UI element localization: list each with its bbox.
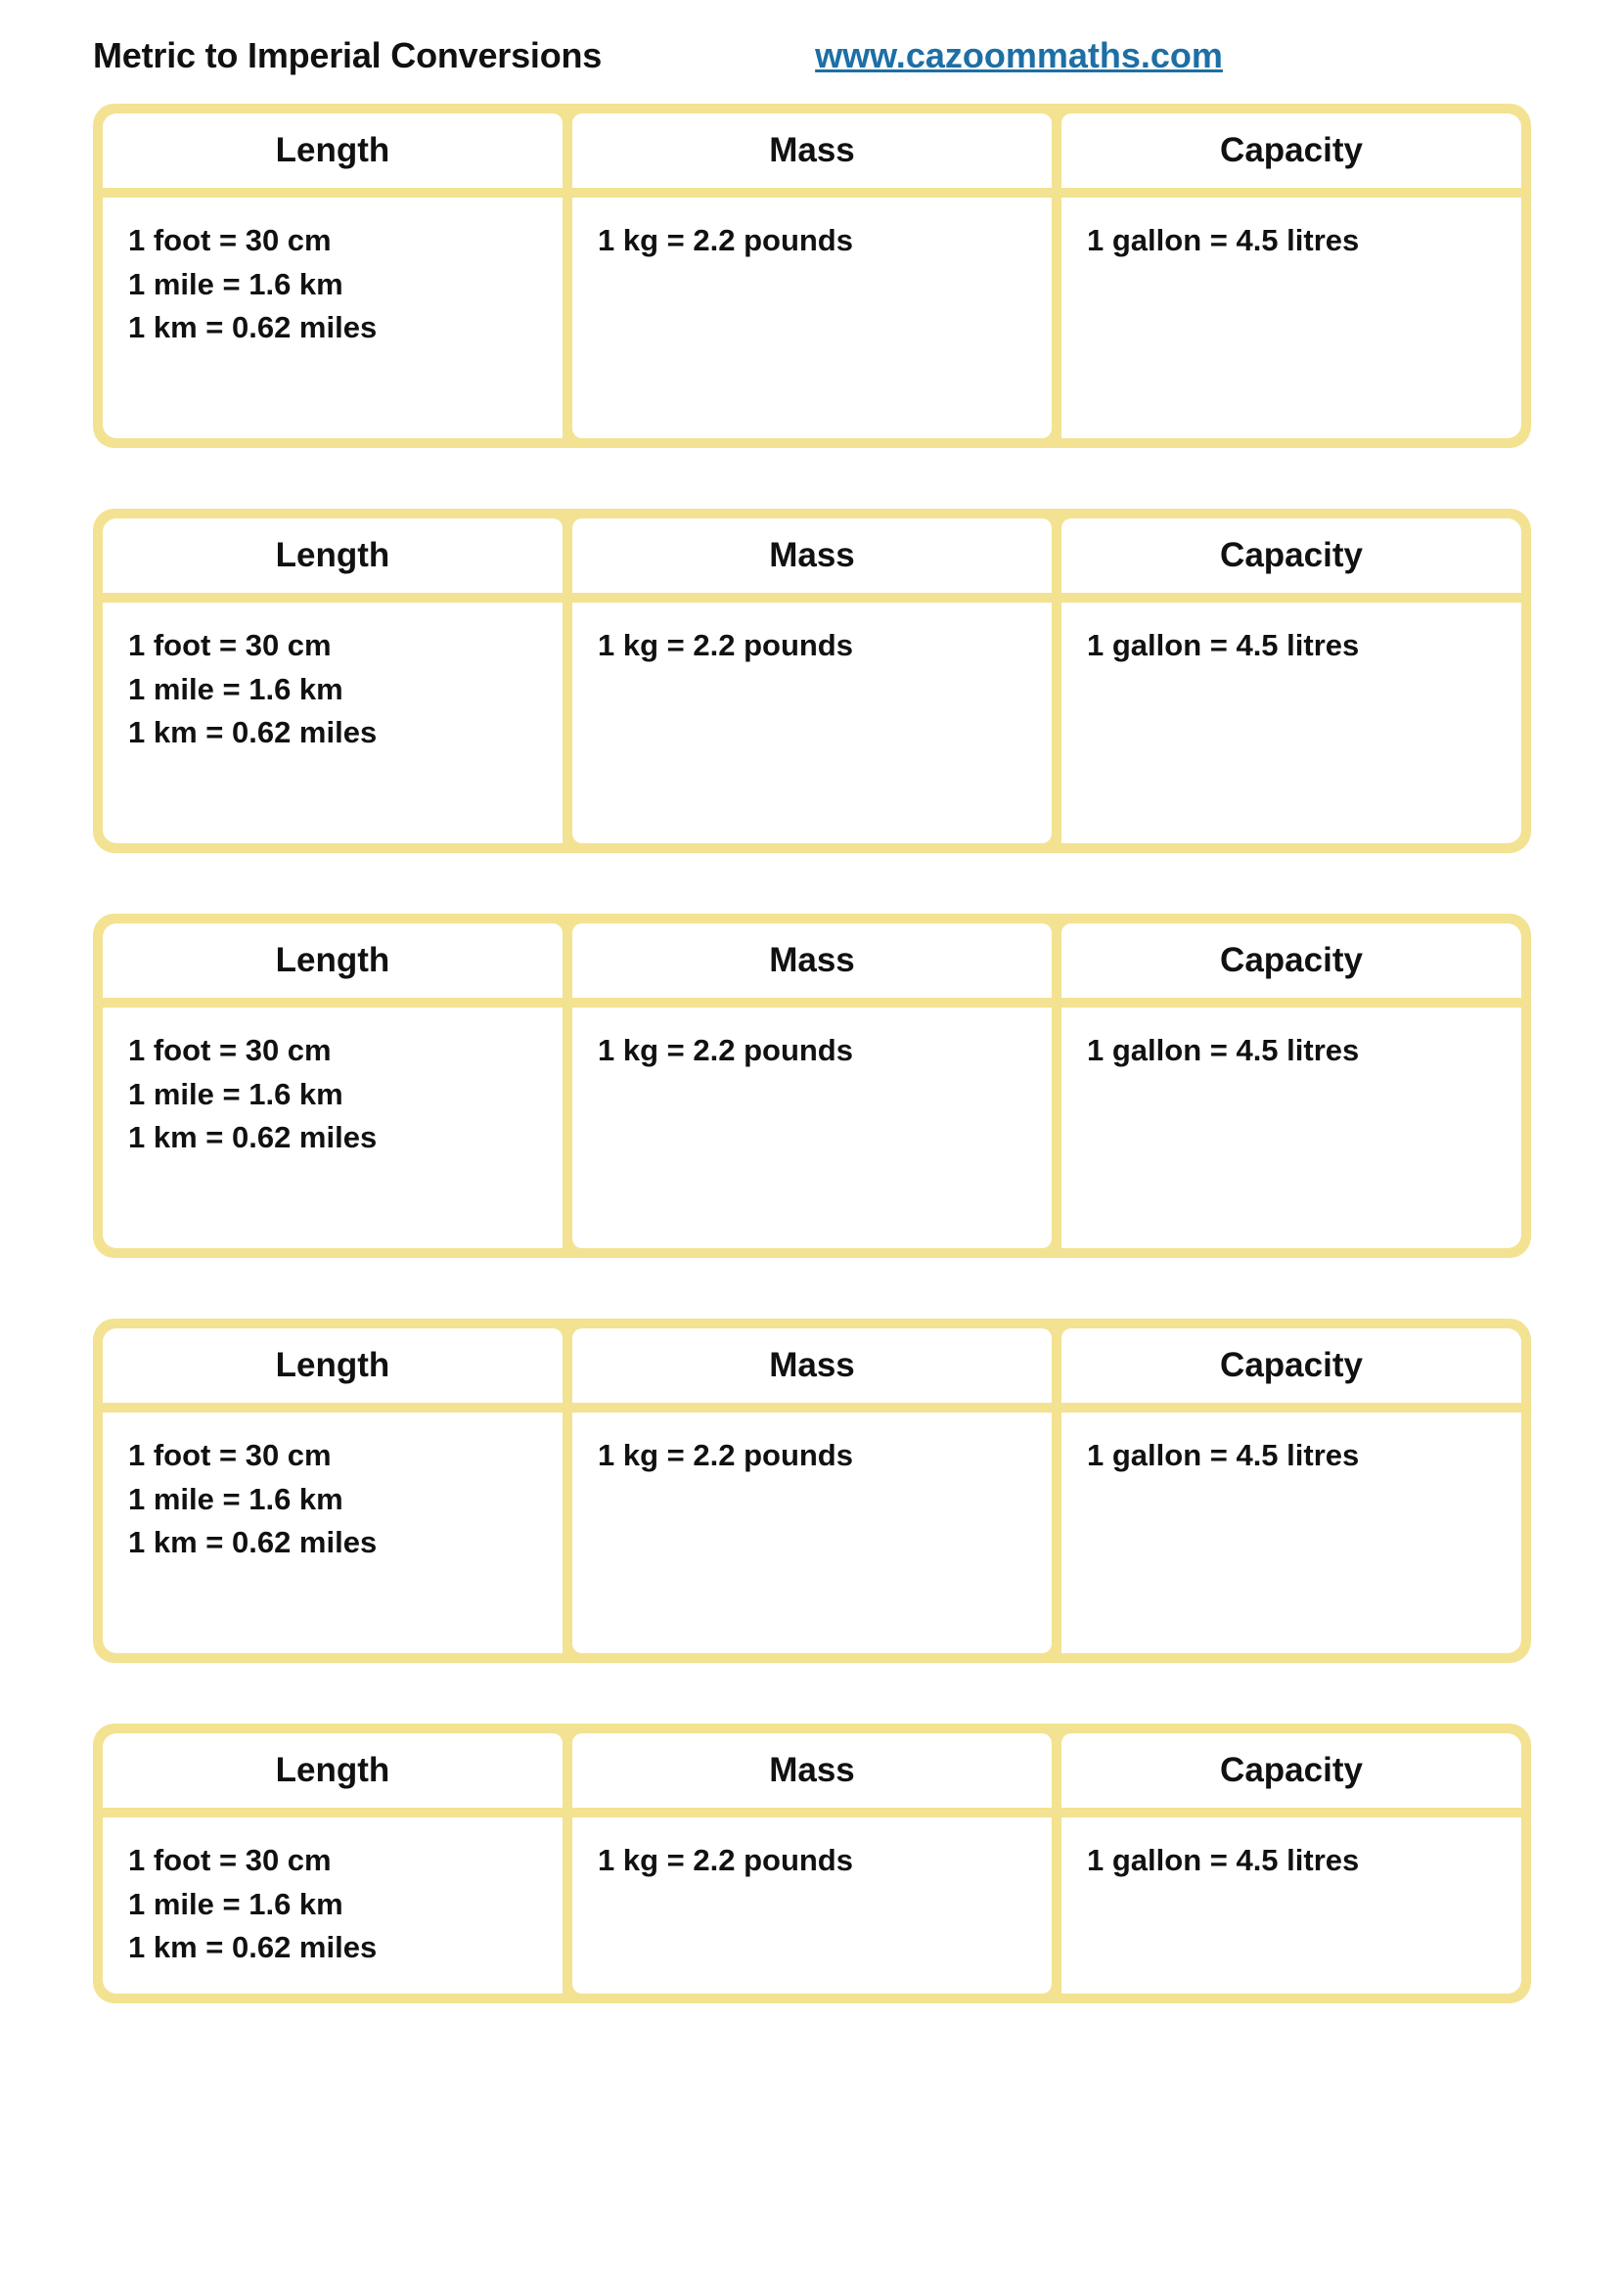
header-cell-mass [572,518,1052,593]
body-cell-length [103,198,563,438]
conversion-line: 1 kg = 2.2 pounds [598,223,853,257]
header-cell-mass [572,923,1052,998]
body-cell-mass [572,1413,1052,1653]
column-header-label: Mass [769,1346,855,1384]
conversion-tables-list [93,104,1531,2003]
body-cell-capacity [1061,198,1521,438]
conversion-line: 1 mile = 1.6 km [128,266,343,301]
body-cell-length [103,1818,563,1994]
conversion-table [93,104,1531,448]
header-cell-length [103,923,563,998]
conversion-line: 1 mile = 1.6 km [128,671,343,706]
conversion-line: 1 foot = 30 cm [128,1843,332,1877]
conversion-table [93,1319,1531,1663]
body-cell-mass [572,603,1052,843]
column-header-label: Mass [769,131,855,169]
conversion-line: 1 gallon = 4.5 litres [1087,1033,1360,1067]
body-cell-mass [572,198,1052,438]
header-cell-capacity [1061,1733,1521,1808]
body-cell-length [103,603,563,843]
website-link[interactable]: www.cazoommaths.com [815,35,1223,75]
table-header-row [103,113,1521,188]
conversion-line: 1 km = 0.62 miles [128,1525,378,1560]
conversion-line: 1 mile = 1.6 km [128,1076,343,1111]
header-cell-capacity [1061,923,1521,998]
column-header-label: Capacity [1220,1346,1363,1384]
table-header-row [103,1328,1521,1403]
column-header-label: Length [275,1751,390,1789]
body-cell-capacity [1061,1413,1521,1653]
column-header-label: Capacity [1220,1751,1363,1789]
body-cell-length [103,1413,563,1653]
header-cell-length [103,518,563,593]
column-header-label: Mass [769,536,855,574]
conversion-line: 1 gallon = 4.5 litres [1087,628,1360,662]
table-body-row [103,603,1521,843]
conversion-line: 1 gallon = 4.5 litres [1087,1438,1360,1472]
conversion-line: 1 km = 0.62 miles [128,715,378,750]
column-header-label: Length [275,1346,390,1384]
header-cell-capacity [1061,1328,1521,1403]
table-header-row [103,518,1521,593]
body-cell-capacity [1061,1008,1521,1248]
column-header-label: Capacity [1220,941,1363,979]
header-cell-mass [572,1733,1052,1808]
body-cell-capacity [1061,1818,1521,1994]
body-cell-capacity [1061,603,1521,843]
conversion-line: 1 mile = 1.6 km [128,1481,343,1516]
column-header-label: Length [275,536,390,574]
column-header-label: Mass [769,1751,855,1789]
table-body-row [103,1818,1521,1994]
conversion-line: 1 km = 0.62 miles [128,1930,378,1965]
header-cell-capacity [1061,518,1521,593]
header-cell-capacity [1061,113,1521,188]
conversion-line: 1 foot = 30 cm [128,628,332,662]
column-header-label: Length [275,131,390,169]
table-body-row [103,1008,1521,1248]
column-header-label: Capacity [1220,536,1363,574]
header-cell-mass [572,113,1052,188]
column-header-label: Mass [769,941,855,979]
header-cell-length [103,1733,563,1808]
conversion-line: 1 gallon = 4.5 litres [1087,223,1360,257]
conversion-line: 1 foot = 30 cm [128,1438,332,1472]
conversion-line: 1 kg = 2.2 pounds [598,1438,853,1472]
table-body-row [103,198,1521,438]
conversion-line: 1 foot = 30 cm [128,1033,332,1067]
conversion-line: 1 foot = 30 cm [128,223,332,257]
column-header-label: Length [275,941,390,979]
header-cell-length [103,113,563,188]
body-cell-length [103,1008,563,1248]
header-cell-mass [572,1328,1052,1403]
conversion-line: 1 kg = 2.2 pounds [598,1843,853,1877]
conversion-line: 1 gallon = 4.5 litres [1087,1843,1360,1877]
table-body-row [103,1413,1521,1653]
page-header [93,0,1531,90]
table-header-row [103,1733,1521,1808]
conversion-line: 1 kg = 2.2 pounds [598,628,853,662]
conversion-line: 1 mile = 1.6 km [128,1886,343,1921]
table-header-row [103,923,1521,998]
body-cell-mass [572,1008,1052,1248]
conversion-table [93,914,1531,1258]
conversion-table [93,509,1531,853]
conversion-line: 1 km = 0.62 miles [128,1120,378,1155]
column-header-label: Capacity [1220,131,1363,169]
conversion-line: 1 kg = 2.2 pounds [598,1033,853,1067]
header-cell-length [103,1328,563,1403]
page-title: Metric to Imperial Conversions [93,35,603,75]
body-cell-mass [572,1818,1052,1994]
conversion-table [93,1724,1531,2003]
conversion-line: 1 km = 0.62 miles [128,310,378,345]
